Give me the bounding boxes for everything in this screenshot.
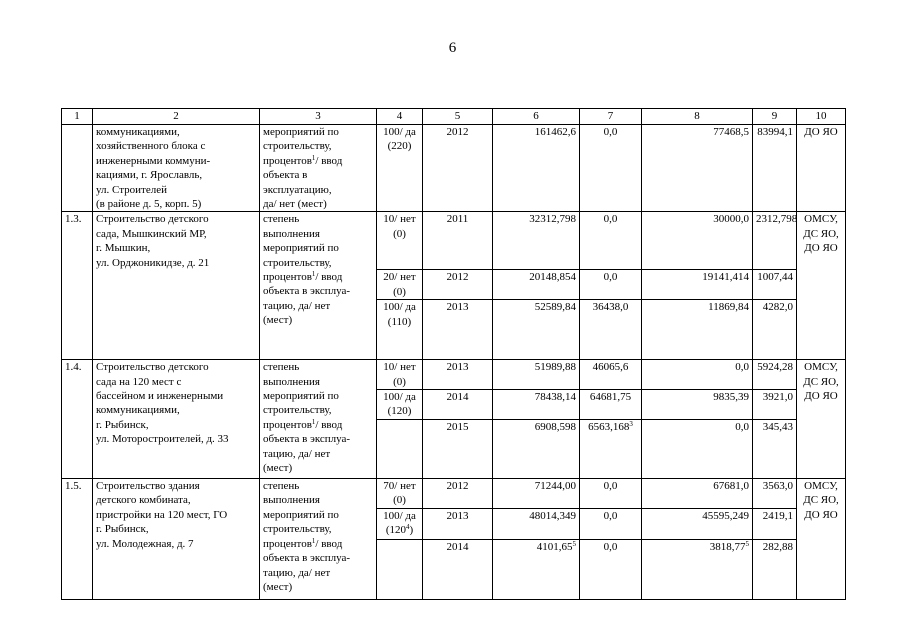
- cell-line: ДС ЯО,: [803, 227, 839, 240]
- cell-text: строительству,: [263, 404, 332, 417]
- item-number: 1.3.: [62, 212, 93, 360]
- federal-amount: [580, 270, 642, 300]
- year-cell: 2012: [423, 125, 493, 212]
- cell-text: выполнения: [263, 375, 320, 388]
- cell-text: (120): [387, 405, 412, 418]
- object-name: [93, 360, 260, 479]
- cell-text: (мест): [263, 580, 293, 593]
- cell-text: 77468,5: [713, 126, 749, 138]
- cell-line: бассейном и инженерными: [96, 390, 224, 403]
- federal-amount: [580, 300, 642, 360]
- executor: [797, 212, 846, 360]
- cell-text: 0,0: [603, 541, 618, 554]
- footnote-mark: 1: [311, 417, 316, 426]
- local-amount: 3563,0: [753, 479, 797, 509]
- year-cell: 2013: [423, 300, 493, 360]
- target-value: [377, 212, 423, 270]
- local-amount: 3921,0: [753, 390, 797, 420]
- cell-text: 161462,6: [534, 126, 576, 138]
- cell-text: мероприятий по: [263, 126, 339, 138]
- cell-text: 4101,65: [536, 541, 573, 554]
- cell-text: 67681,0: [713, 480, 749, 493]
- cell-text: процентов: [263, 154, 312, 167]
- cell-text: / ввод: [315, 537, 343, 550]
- cell-line: ул. Моторостроителей, д. 33: [96, 433, 229, 446]
- cell-line: детского комбината,: [96, 494, 191, 507]
- regional-amount: [642, 270, 753, 300]
- col-header: 4: [377, 109, 423, 125]
- cell-text: степень: [263, 361, 300, 374]
- target-value: [377, 270, 423, 300]
- regional-amount: [642, 540, 753, 600]
- cell-text: мероприятий по: [263, 508, 339, 521]
- cell-line: ул. Орджоникидзе, д. 21: [96, 256, 210, 269]
- object-name: [93, 212, 260, 360]
- col-header: 2: [93, 109, 260, 125]
- total-amount: [493, 300, 580, 360]
- cell-text: 11869,84: [708, 301, 749, 314]
- table-row: [62, 360, 846, 390]
- federal-amount: [580, 390, 642, 420]
- cell-text: / ввод: [315, 154, 343, 167]
- cell-text: 0,0: [735, 421, 749, 434]
- item-number: 1.5.: [62, 479, 93, 600]
- cell-text: мероприятий по: [263, 242, 339, 255]
- col-header: 5: [423, 109, 493, 125]
- cell-text: объекта в эксплуа-: [263, 285, 351, 298]
- total-amount: [493, 270, 580, 300]
- cell-text: 46065,6: [592, 361, 629, 374]
- table-row: [62, 212, 846, 270]
- regional-amount: [642, 420, 753, 479]
- cell-text: мероприятий по: [263, 390, 339, 403]
- cell-line: ул. Молодежная, д. 7: [96, 537, 194, 550]
- cell-text: 9835,39: [713, 391, 749, 404]
- indicator-description: [260, 360, 377, 479]
- cell-line: Строительство детского: [96, 361, 209, 374]
- cell-text: (220): [387, 140, 412, 153]
- total-amount: [493, 420, 580, 479]
- regional-amount: [642, 360, 753, 390]
- federal-amount: [580, 212, 642, 270]
- cell-line: ДО ЯО: [804, 242, 838, 255]
- cell-line: г. Рыбинск,: [96, 418, 149, 431]
- cell-text: 45595,249: [702, 510, 749, 523]
- target-value: [377, 540, 423, 600]
- cell-text: / ввод: [315, 418, 343, 431]
- year-cell: 2011: [423, 212, 493, 270]
- cell-text: 3818,77: [709, 541, 746, 554]
- local-amount: 1007,44: [753, 270, 797, 300]
- footnote-mark: 5: [745, 540, 749, 549]
- cell-text: (0): [393, 227, 406, 240]
- indicator-description: [260, 212, 377, 360]
- local-amount: 4282,0: [753, 300, 797, 360]
- cell-line: сада, Мышкинский МР,: [96, 227, 207, 240]
- regional-amount: [642, 125, 753, 212]
- object-name: [93, 125, 260, 212]
- col-header: 6: [493, 109, 580, 125]
- cell-text: процентов: [263, 418, 312, 431]
- col-header: 8: [642, 109, 753, 125]
- cell-text: 71244,00: [534, 480, 576, 493]
- cell-text: 19141,414: [702, 271, 749, 284]
- cell-text: 64681,75: [589, 391, 632, 404]
- cell-text: 6908,598: [534, 421, 576, 434]
- year-cell: 2012: [423, 270, 493, 300]
- year-cell: 2014: [423, 540, 493, 600]
- cell-text: 100/ да: [383, 126, 416, 138]
- local-amount: 345,43: [753, 420, 797, 479]
- cell-text: 0,0: [603, 480, 618, 493]
- regional-amount: [642, 479, 753, 509]
- federal-amount: [580, 360, 642, 390]
- federal-amount: [580, 540, 642, 600]
- cell-text: 70/ нет: [383, 480, 416, 493]
- header-row: [62, 109, 846, 125]
- total-amount: [493, 125, 580, 212]
- cell-text: 48014,349: [529, 510, 576, 523]
- col-header: 9: [753, 109, 797, 125]
- cell-text: (мест): [263, 462, 293, 475]
- target-value: [377, 509, 423, 540]
- cell-text: 36438,0: [592, 301, 629, 314]
- cell-text: процентов: [263, 537, 312, 550]
- cell-text: 0,0: [603, 510, 618, 523]
- cell-text: (0): [393, 494, 406, 507]
- local-amount: 2312,798: [753, 212, 797, 270]
- cell-text: тацию, да/ нет: [263, 566, 331, 579]
- federal-amount: [580, 509, 642, 540]
- col-header: 7: [580, 109, 642, 125]
- cell-text: 0,0: [603, 213, 618, 226]
- cell-line: г. Рыбинск,: [96, 523, 149, 536]
- regional-amount: [642, 390, 753, 420]
- year-cell: 2014: [423, 390, 493, 420]
- total-amount: [493, 509, 580, 540]
- regional-amount: [642, 509, 753, 540]
- total-amount: [493, 360, 580, 390]
- cell-line: ДС ЯО,: [803, 375, 839, 388]
- cell-text: эксплуатацию,: [263, 183, 332, 196]
- cell-line: ДО ЯО: [804, 390, 838, 403]
- cell-text: выполнения: [263, 227, 320, 240]
- target-value: [377, 360, 423, 390]
- cell-text: строительству,: [263, 523, 332, 536]
- cell-line: ДС ЯО,: [803, 494, 839, 507]
- footnote-mark: 5: [572, 540, 576, 549]
- local-amount: 2419,1: [753, 509, 797, 540]
- cell-text: 10/ нет: [383, 213, 416, 226]
- cell-line: хозяйственного блока с: [96, 140, 206, 153]
- cell-text: процентов: [263, 271, 312, 284]
- cell-line: сада на 120 мест с: [96, 375, 182, 388]
- cell-text: (120: [385, 524, 406, 537]
- cell-text: (0): [393, 285, 406, 298]
- year-cell: 2012: [423, 479, 493, 509]
- table-row: [62, 125, 846, 212]
- indicator-description: [260, 479, 377, 600]
- cell-text: объекта в эксплуа-: [263, 552, 351, 565]
- cell-text: 30000,0: [713, 213, 749, 226]
- table-row: [62, 479, 846, 509]
- cell-text: 78438,14: [534, 391, 576, 404]
- cell-line: Строительство здания: [96, 480, 200, 493]
- cell-line: инженерными коммуни-: [96, 154, 211, 167]
- col-header: 10: [797, 109, 846, 125]
- cell-text: (110): [387, 315, 412, 328]
- cell-line: г. Мышкин,: [96, 242, 151, 255]
- cell-text: 0,0: [603, 271, 618, 284]
- target-value: [377, 300, 423, 360]
- regional-amount: [642, 300, 753, 360]
- total-amount: [493, 390, 580, 420]
- target-value: [377, 125, 423, 212]
- cell-text: / ввод: [315, 271, 343, 284]
- federal-amount: [580, 125, 642, 212]
- executor: ДО ЯО: [797, 125, 846, 212]
- program-table: [61, 108, 846, 600]
- cell-line: коммуникациями,: [96, 404, 180, 417]
- cell-text: 100/ да: [383, 301, 416, 314]
- cell-text: (мест): [263, 314, 293, 327]
- cell-text: строительству,: [263, 256, 332, 269]
- page-number: 6: [448, 40, 457, 56]
- regional-amount: [642, 212, 753, 270]
- item-number: [62, 125, 93, 212]
- cell-text: 10/ нет: [383, 361, 416, 374]
- target-value: [377, 420, 423, 479]
- cell-text: 20148,854: [529, 271, 576, 284]
- item-number: 1.4.: [62, 360, 93, 479]
- object-name: [93, 479, 260, 600]
- cell-line: ДО ЯО: [804, 508, 838, 521]
- cell-text: 32312,798: [529, 213, 576, 226]
- footnote-mark: 4: [406, 523, 410, 532]
- table-body: [62, 125, 846, 600]
- year-cell: 2015: [423, 420, 493, 479]
- cell-line: (в районе д. 5, корп. 5): [96, 198, 202, 211]
- cell-line: кациями, г. Ярославль,: [96, 169, 203, 182]
- local-amount: 83994,1: [753, 125, 797, 212]
- cell-text: тацию, да/ нет: [263, 299, 331, 312]
- federal-amount: [580, 420, 642, 479]
- cell-line: Строительство детского: [96, 213, 209, 226]
- cell-text: 52589,84: [534, 301, 576, 314]
- target-value: [377, 479, 423, 509]
- cell-text: объекта в эксплуа-: [263, 433, 351, 446]
- year-cell: 2013: [423, 509, 493, 540]
- total-amount: [493, 540, 580, 600]
- local-amount: 5924,28: [753, 360, 797, 390]
- cell-line: пристройки на 120 мест, ГО: [96, 508, 228, 521]
- cell-text: ): [409, 524, 414, 537]
- year-cell: 2013: [423, 360, 493, 390]
- cell-line: ОМСУ,: [804, 480, 838, 493]
- cell-line: коммуникациями,: [96, 126, 180, 138]
- col-header: 3: [260, 109, 377, 125]
- cell-text: (0): [393, 375, 406, 388]
- cell-text: 20/ нет: [383, 271, 416, 284]
- target-value: [377, 390, 423, 420]
- footnote-mark: 1: [311, 536, 316, 545]
- cell-text: 6563,168: [588, 421, 630, 434]
- cell-line: ул. Строителей: [96, 183, 167, 196]
- cell-text: степень: [263, 213, 300, 226]
- executor: [797, 360, 846, 479]
- cell-text: объекта в: [263, 169, 308, 182]
- executor: [797, 479, 846, 600]
- footnote-mark: 3: [629, 420, 633, 429]
- cell-line: ОМСУ,: [804, 213, 838, 226]
- cell-text: да/ нет (мест): [263, 198, 327, 211]
- total-amount: [493, 212, 580, 270]
- cell-text: выполнения: [263, 494, 320, 507]
- footnote-mark: 1: [311, 153, 316, 162]
- cell-text: степень: [263, 480, 300, 493]
- col-header: 1: [62, 109, 93, 125]
- indicator-description: [260, 125, 377, 212]
- cell-text: 0,0: [603, 126, 618, 138]
- cell-text: 100/ да: [383, 391, 416, 404]
- cell-text: 51989,88: [534, 361, 576, 374]
- cell-line: ОМСУ,: [804, 361, 838, 374]
- cell-text: 100/ да: [383, 510, 416, 523]
- total-amount: [493, 479, 580, 509]
- local-amount: 282,88: [753, 540, 797, 600]
- cell-text: 0,0: [735, 361, 749, 374]
- federal-amount: [580, 479, 642, 509]
- cell-text: строительству,: [263, 140, 332, 153]
- footnote-mark: 1: [311, 270, 316, 279]
- cell-text: тацию, да/ нет: [263, 447, 331, 460]
